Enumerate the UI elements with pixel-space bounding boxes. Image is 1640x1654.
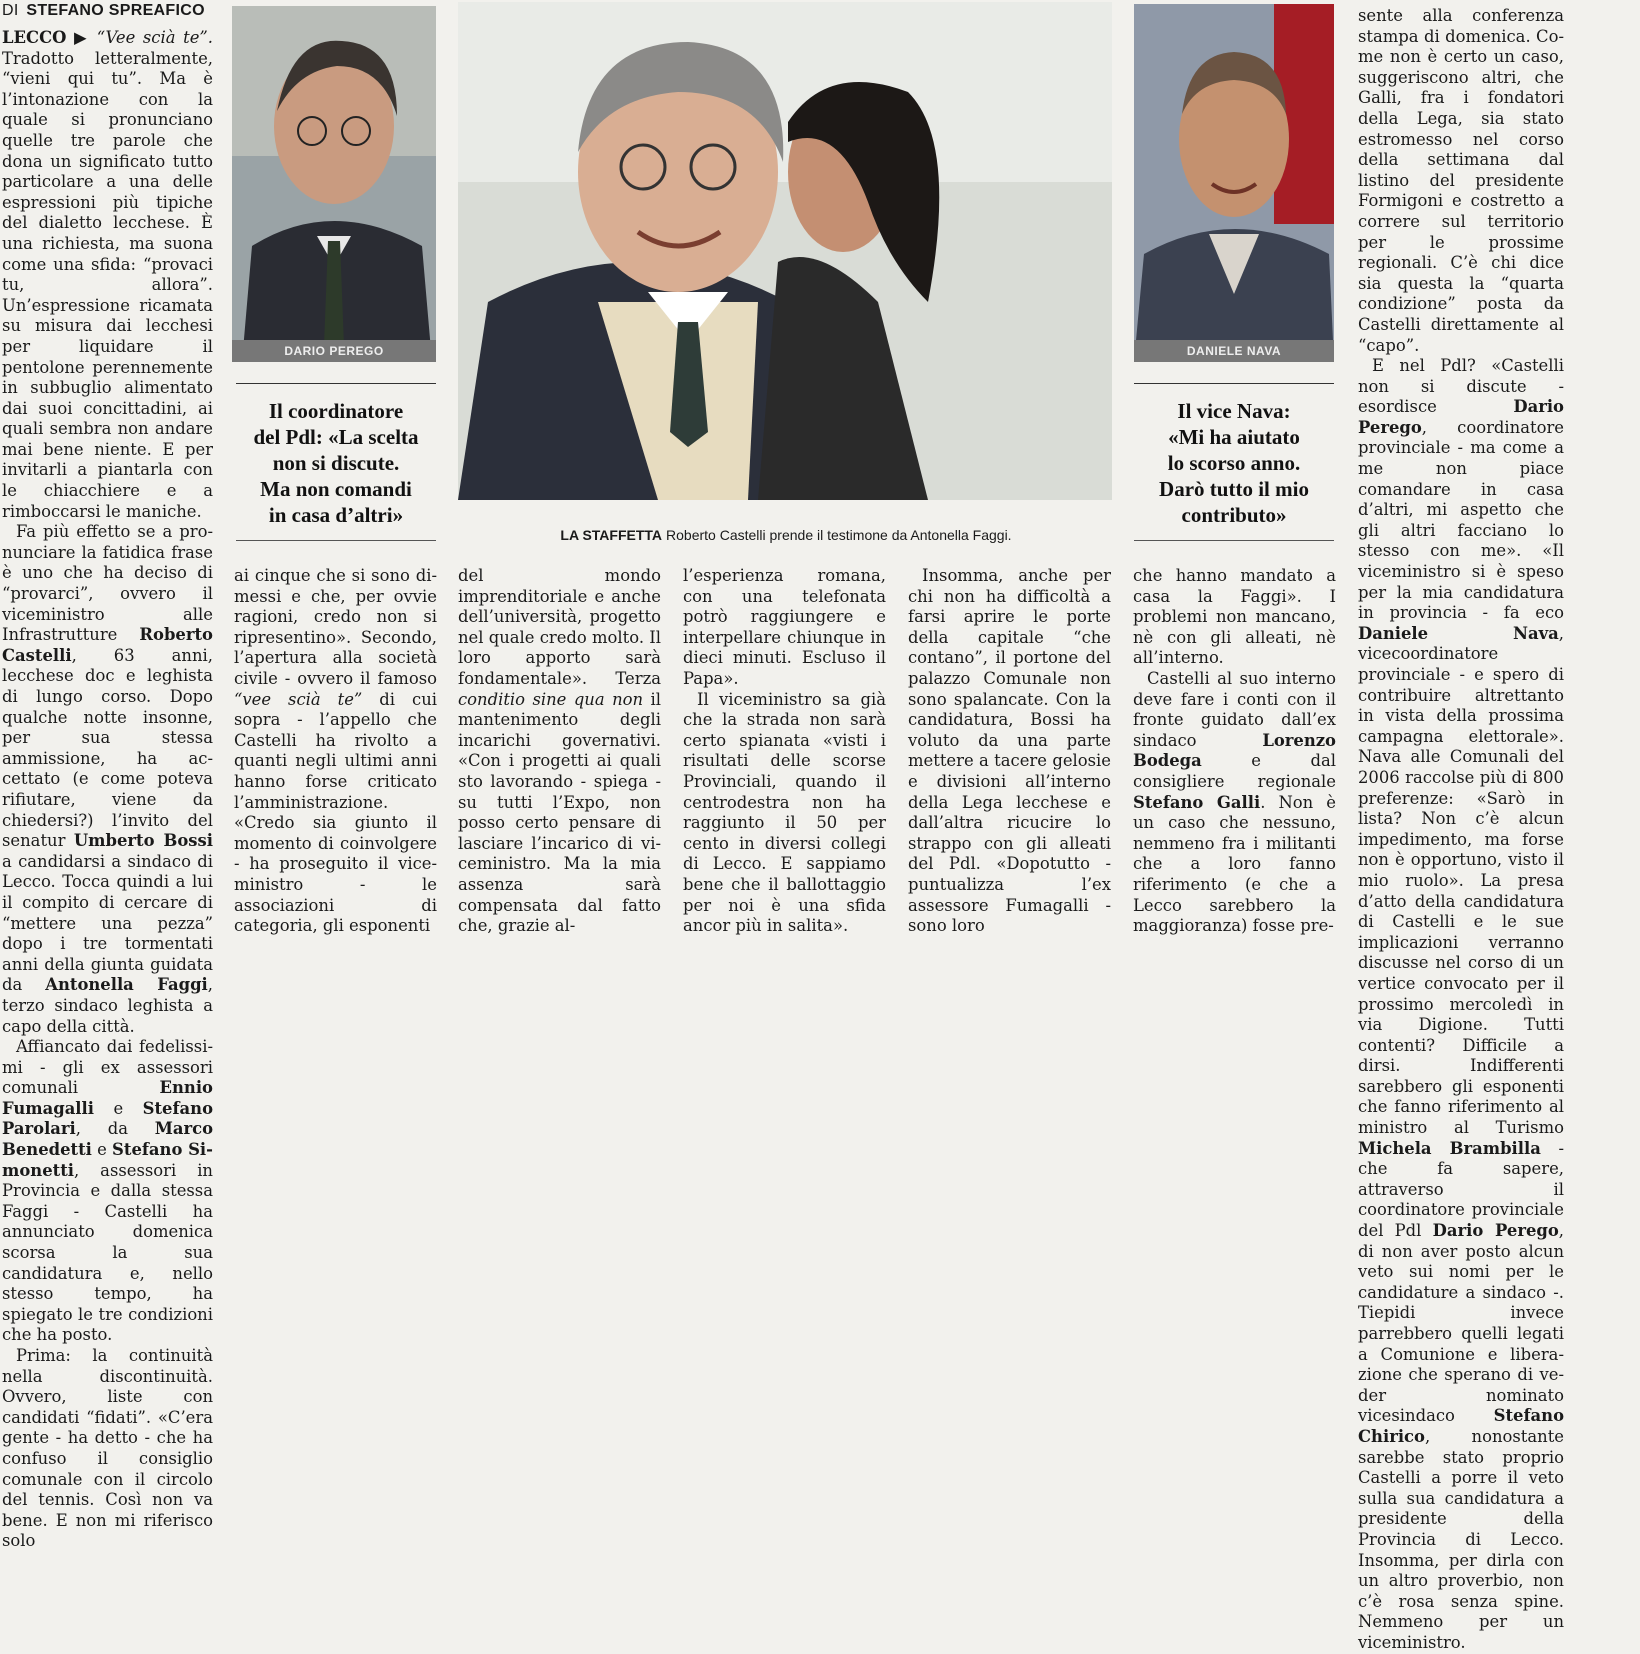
quote-line: lo scorso anno. — [1167, 451, 1301, 475]
quote-line: del Pdl: «La scelta — [253, 425, 419, 449]
quote-line: in casa d’altri» — [268, 503, 404, 527]
person-name: Michela Brambilla — [1358, 1138, 1541, 1158]
paragraph: Il viceministro sa già che la strada non sarà certo spianata «visti i risultati delle scorse Provinciali, quando il centrodestra non ha raggiunto il 50 per cento in diversi collegi di Lecco. E sappiamo bene che il ballottaggio per noi è una sfida ancor più in salita». — [683, 689, 886, 936]
paragraph: sente alla conferenza stampa di domenica. Come non è certo un caso, suggeriscono altri, che Galli, fra i fondatori della Lega, sia stato estromesso nel corso della settimana dal listino del presidente Formigoni e costretto a correre sul territorio per le prossime regionali. C’è chi dice sia questa la “quarta condizione” posta da Castelli direttamente al “capo”. — [1358, 6, 1564, 355]
divider — [236, 540, 436, 541]
quote-line: «Mi ha aiutato — [1168, 425, 1300, 449]
person-name: Dario Perego — [1358, 397, 1564, 437]
paragraph: Prima: la continuità nella discontinuità. Ovvero, liste con candidati “fidati”. «C’era gente - ha detto - che ha confuso il consiglio comunale con il circolo del tennis. Così non va bene. E non mi riferisco solo — [2, 1346, 213, 1551]
paragraph: che hanno mandato a casa la Faggi». I problemi non mancano, nè con gli alleati, nè all’interno. — [1133, 566, 1336, 668]
text: E nel Pdl? «Castelli non si discute - esordisce — [1358, 356, 1564, 417]
portrait-image — [232, 6, 436, 362]
byline — [2, 0, 222, 22]
text: , da — [75, 1119, 128, 1139]
quote-line: Ma non comandi — [260, 477, 412, 501]
text: . Non è un caso che nessuno, nemmeno fra i militanti che a loro fanno riferimento (e che a Lecco sarebbero la maggioranza) fosse pre- — [1133, 792, 1336, 936]
portrait-image — [1134, 4, 1334, 362]
person-name: Antonella Faggi — [45, 975, 208, 995]
quote-line: Il coordinatore — [268, 399, 404, 423]
dateline: LECCO — [2, 28, 67, 47]
article-column-4 — [683, 566, 886, 936]
person-name: Umberto Bossi — [73, 831, 213, 851]
paragraph — [2, 1037, 213, 1346]
text: di cui sopra - l’appello che Castelli ha rivolto a quanti negli ultimi anni hanno forse criticato l’amministrazione. «Credo sia giunto il momento di coinvolgere - ha proseguito il viceministro - le associazioni di categoria, gli esponenti — [234, 689, 437, 936]
caption-kicker: LA STAFFETTA — [560, 527, 663, 543]
photo-caption: DANIELE NAVA — [1134, 340, 1334, 362]
person-name: Stefano Galli — [1133, 792, 1261, 812]
person-name: Stefano Chirico — [1358, 1406, 1564, 1446]
paragraph — [234, 566, 437, 937]
divider — [1134, 540, 1334, 541]
quote-line: contributo» — [1181, 503, 1287, 527]
caption-text: Roberto Castelli prende il testimone da Antonella Faggi. — [666, 527, 1012, 543]
paragraph: Insomma, anche per chi non ha difficoltà a farsi aprire le porte della capitale “che contano”, il portone del palazzo Comunale non sono spalancate. Con la candidatura, Bossi ha voluto da una parte mettere a tacere gelosie e divisioni all’interno della Lega lecchese e dall’altra ricucire lo strappo con gli alleati del Pdl. «Dopotutto - puntualizza l’ex assessore Fumagalli - sono loro — [908, 566, 1111, 936]
text: , di non aver posto alcun veto sui nomi per le candidature a sindaco -. Tiepidi invece parrebbero quelli legati a Comunione e liberazione che sperano di veder nominato vicesindaco — [1358, 1221, 1564, 1426]
text: , coordinatore provinciale - ma come a me non piace comandare in casa d’altri, mi aspetto che gli altri facciano lo stesso con me». «Il viceministro si è speso per la mia candidatura in provincia - fa eco — [1358, 417, 1564, 623]
person-name: Marco Benedetti — [2, 1119, 213, 1160]
text: del mondo imprenditoriale e anche dell’università, progetto nel quale credo molto. Il loro apporto sarà fondamentale». Terza — [458, 566, 661, 688]
article-column-5 — [908, 566, 1111, 936]
text: e — [113, 1098, 124, 1118]
person-name: Lorenzo Bodega — [1133, 730, 1336, 771]
text: , assessori in Provincia e dalla stessa Faggi - Castelli ha annunciato domenica scorsa la sua candidatura e, nello stesso tempo, ha spiegato le tre condizioni che ha posto. — [2, 1160, 213, 1345]
quote-line: Il vice Nava: — [1177, 399, 1291, 423]
dateline-arrow-icon: ▶ — [74, 28, 90, 47]
quote-line: non si discute. — [272, 451, 400, 475]
article-column-7 — [1358, 6, 1564, 1652]
text: , nonostante sarebbe stato proprio Castelli a porre il veto sulla sua candidatura a presidente della Provincia di Lecco. Insomma, per dirla con un altro proverbio, non c’è rosa senza spine. Nemmeno per un viceministro. — [1358, 1426, 1564, 1652]
person-name: Stefano Simonetti — [2, 1140, 213, 1180]
divider — [1134, 383, 1334, 384]
pull-quote-right — [1134, 398, 1334, 528]
main-photo-image — [458, 2, 1112, 500]
text: Castelli al suo interno deve fare i conti con il fronte guidato dall’ex sindaco — [1133, 668, 1336, 750]
quote-line: Darò tutto il mio — [1159, 477, 1309, 501]
portrait-dario-perego — [232, 6, 436, 362]
text: , 63 anni, lecchese doc e leghista di lungo corso. Dopo qualche notte insonne, per sua stessa ammissione, ha accettato (e come poteva rifiutare, viene da chiedersi?) l’invito del senatur — [2, 645, 213, 851]
paragraph — [2, 522, 213, 1037]
paragraph — [458, 566, 661, 937]
text: e dal consigliere regionale — [1133, 751, 1336, 791]
person-name: Roberto Castelli — [2, 625, 213, 665]
lead-quote: “Vee scià te”. — [96, 28, 214, 47]
paragraph — [1358, 356, 1564, 1653]
person-name: Stefano Parolari — [2, 1098, 213, 1139]
portrait-daniele-nava — [1134, 4, 1334, 362]
article-column-3 — [458, 566, 661, 936]
byline-author: STEFANO SPREAFICO — [26, 2, 205, 19]
article-column-6 — [1133, 566, 1336, 936]
text: Fa più effetto se a pronunciare la fatidica frase è uno che ha deciso di “provarci”, ovvero il viceministro alle Infrastrutture — [2, 522, 213, 645]
text: , vicecoordinatore provinciale - e spero di contribuire altrettanto in vista della prossima campagna elettorale». Nava alle Comunali del 2006 raccolse più di 800 preferenze: «Sarò in lista? Non c’è alcun impedimento, ma forse non è opportuno, visto il mio ruolo». La presa d’atto della candidatura di Castelli e le sue implicazioni verranno discusse nel corso di un vertice convocato per il prossimo mercoledì in via Digione. Tutti contenti? Difficile a dirsi. Indifferenti sarebbero gli esponenti che fanno riferimento al ministro al Turismo — [1358, 623, 1564, 1138]
italic-phrase: conditio sine qua non — [458, 689, 644, 709]
text: ai cinque che si sono dimessi e che, per ovvie ragioni, credo non si ripresentino». Secondo, l’apertura alla società civile - ovvero il famoso — [234, 566, 437, 688]
text: e — [97, 1140, 107, 1160]
paragraph — [2, 28, 213, 522]
photo-caption: DARIO PEREGO — [232, 340, 436, 362]
italic-quote: “vee scià te” — [234, 689, 363, 709]
text: - che fa sapere, attraverso il coordinatore provinciale del Pdl — [1358, 1138, 1564, 1241]
text: a candidarsi a sindaco di Lecco. Tocca quindi a lui il compito di cercare di “mettere una pezza” dopo i tre tormentati anni della giunta guidata da — [2, 851, 213, 995]
text: , terzo sindaco leghista a capo della città. — [2, 975, 213, 1036]
paragraph: l’esperienza romana, con una telefonata potrò raggiungere e interpellare chiunque in dieci minuti. Escluso il Papa». — [683, 566, 886, 688]
text: il mantenimento degli incarichi governativi. «Con i progetti ai quali sto lavorando - spiega - su tutti l’Expo, non posso certo pensare di lasciare l’incarico di viceministro. Ma la mia assenza sarà compensata dal fatto che, grazie al- — [458, 689, 661, 936]
person-name: Daniele Nava — [1358, 623, 1559, 643]
main-photo — [458, 2, 1112, 500]
article-column-1 — [2, 28, 214, 1551]
person-name: Ennio Fumagalli — [2, 1078, 213, 1118]
paragraph — [1133, 669, 1336, 937]
main-photo-caption — [460, 526, 1112, 544]
pull-quote-left — [236, 398, 436, 528]
paragraph-text: Tradotto letteralmente, “vieni qui tu”. Ma è l’intonazione con la quale si pronunciano quelle tre parole che dona un significato tutto particolare a una delle espressioni più tipiche del dialetto lecchese. È una richiesta, ma suona come una sfida: “provaci tu, allora”. Un’espressione ricamata su misura dai lecchesi per liquidare il pentolone perennemente in subbuglio alimentato dai suoi concittadini, ai quali sembra non andare mai bene niente. E per invitarli a piantarla con le chiacchiere e a rimboccarsi le maniche. — [2, 48, 213, 521]
text: Affiancato dai fedelissimi - gli ex assessori comunali — [2, 1037, 213, 1098]
divider — [236, 383, 436, 384]
article-column-2 — [234, 566, 437, 936]
byline-prefix: DI — [2, 2, 19, 19]
person-name: Dario Perego — [1432, 1221, 1559, 1241]
